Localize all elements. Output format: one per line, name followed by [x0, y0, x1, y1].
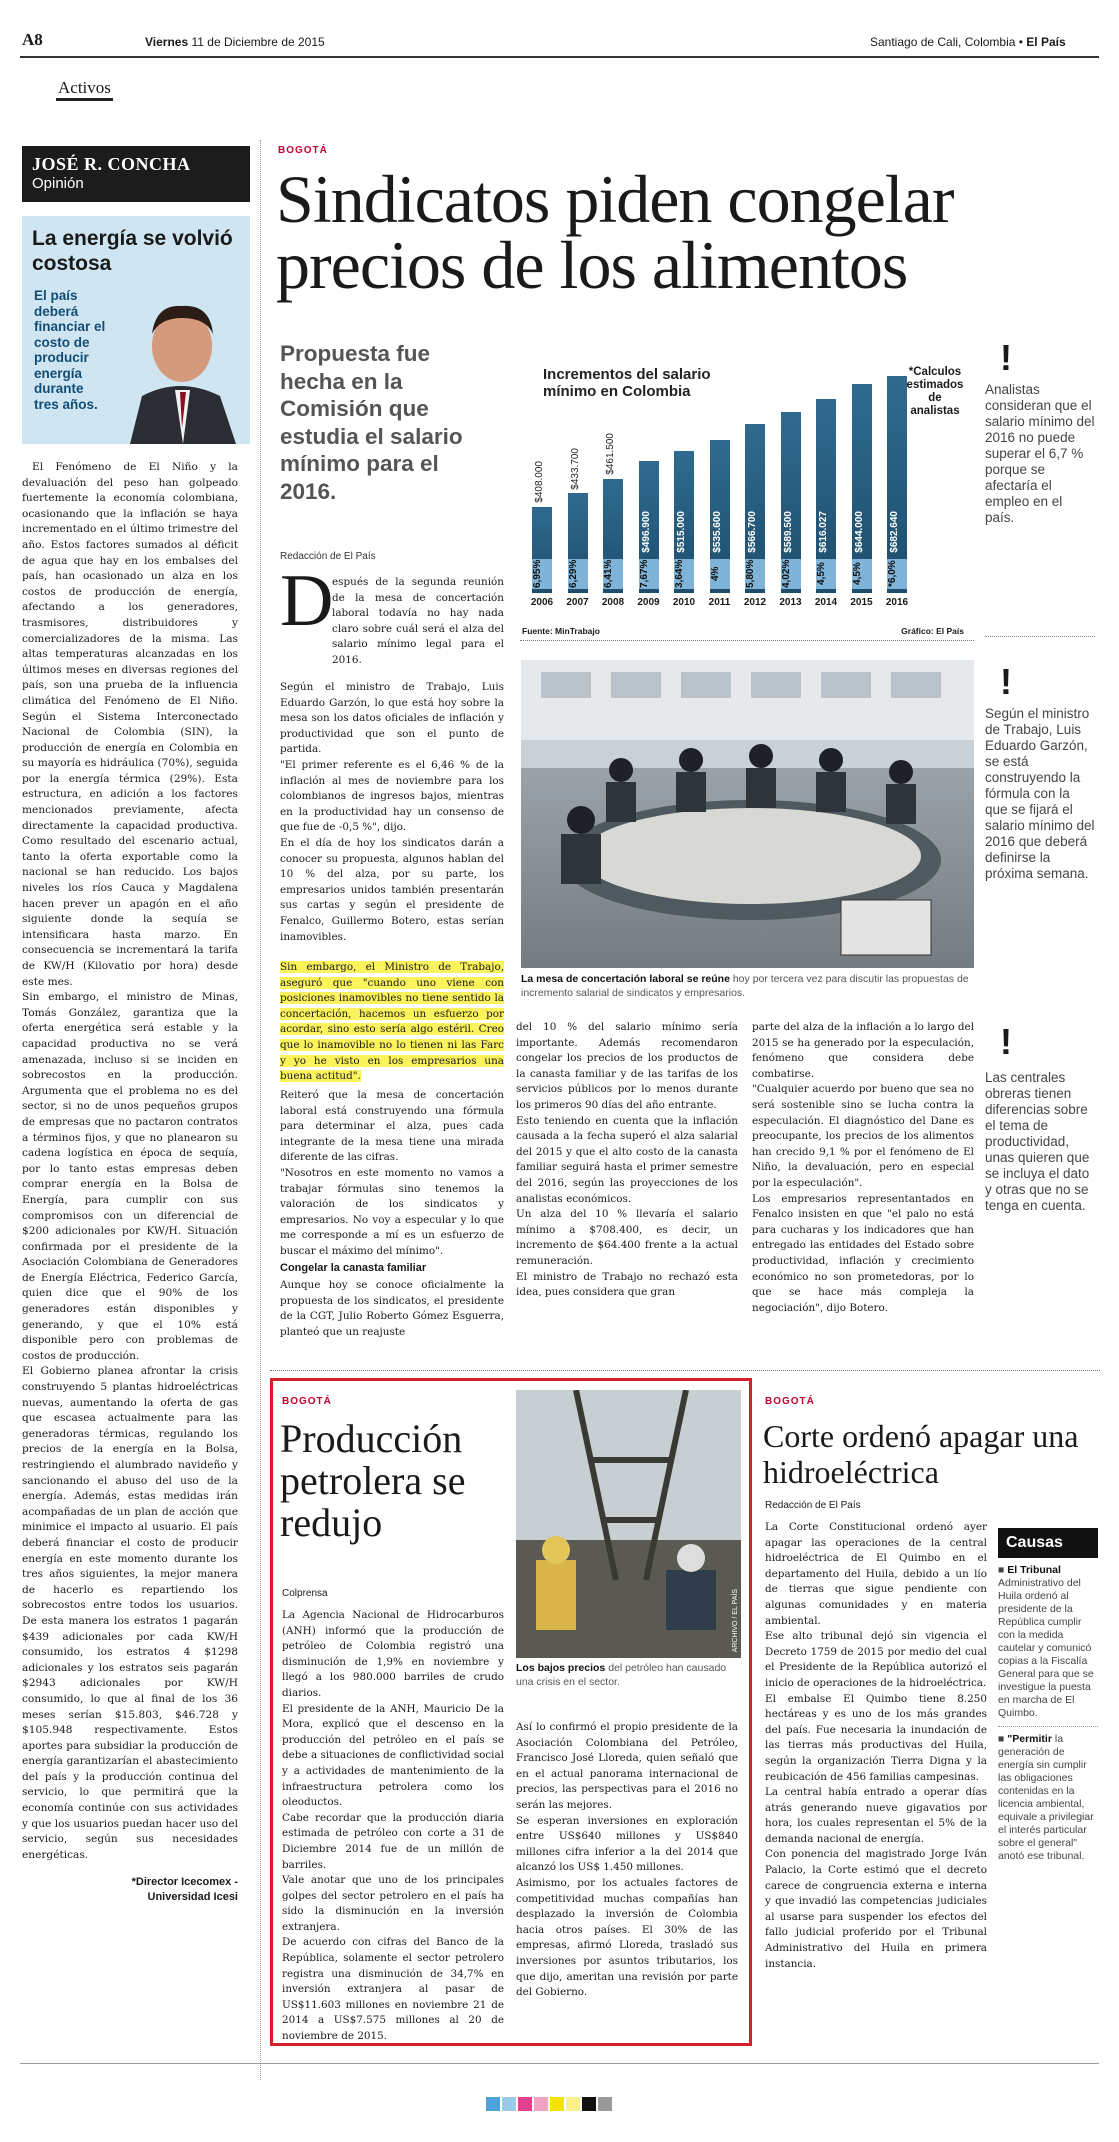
note-rule-1 [985, 636, 1095, 637]
chart-value-label: $644.000 [853, 511, 865, 553]
opinion-author-box [22, 146, 250, 202]
header-place-text: Santiago de Cali, Colombia [870, 35, 1016, 49]
main-dropcap: D [280, 560, 334, 642]
chart-pct-label: 4% [710, 559, 730, 589]
note-3-icon: ! [1000, 1021, 1012, 1062]
header-date-day: Viernes [145, 35, 189, 49]
oil-col1: La Agencia Nacional de Hidrocarburos (ANH) informó que la producción de petróleo de Colombia registró una disminución de 1,9% en noviembre y llegó a los 980.000 barriles de crudo diarios. El presidente de la ANH, Mauricio De la Mora, explicó que el descenso en la producción del petróleo en el país se debe a situaciones de conflictividad social y a actividades de mantenimiento de la infraestructura petrolera como los oleoductos. Cabe recordar que la producción diaria estimada de petróleo con corte a 31 de Diciembre 2014 fue de un millón de barriles. Vale anotar que uno de los principales golpes del sector petrolero en el país ha sido la disminución en la inversión extranjera. De acuerdo con cifras del Banco de la República, solamente el sector petrolero registra una disminución de 34,7% en inversión extranjera al pasar de US$11.603 millones en noviembre 21 de 2014 a US$7.575 millones al 20 de noviembre de 2015. [282, 1609, 504, 2043]
main-kicker: BOGOTÁ [278, 145, 328, 156]
meeting-caption-bold: La mesa de concertación laboral se reúne [521, 973, 730, 985]
story-separator [270, 1370, 1100, 1371]
chart-tick-label: 2006 [530, 597, 554, 608]
main-subhead: Congelar la canasta familiar [280, 1262, 427, 1274]
meeting-caption-text: hoy por tercera vez para discutir las propuestas de incremento salarial de sindicatos y empresarios. [521, 973, 969, 999]
salary-chart [520, 350, 970, 635]
opinion-role: Opinión [32, 175, 84, 192]
cause-1-bold: El Tribunal [1007, 1564, 1061, 1576]
header-date-rest: 11 de Diciembre de 2015 [191, 35, 325, 49]
chart-pct-label: 4,02% [781, 559, 801, 589]
chart-value-label: $461.500 [605, 433, 616, 475]
opinion-deck: El país deberá financiar el costo de producir energía durante tres años. [34, 288, 106, 412]
oil-caption-bold: Los bajos precios [516, 1662, 606, 1674]
cause-2-bold: "Permitir [1007, 1733, 1052, 1745]
chart-pct-label: 6,29% [568, 559, 588, 589]
chart-pct-label: 4,5% [816, 559, 836, 589]
chart-value-label: $616.027 [818, 511, 829, 553]
hydro-kicker: BOGOTÁ [765, 1396, 815, 1407]
main-deck: Propuesta fue hecha en la Comisión que estudia el salario mínimo para el 2016. [280, 341, 463, 504]
chart-tick-label: 2014 [814, 597, 838, 608]
chart-bar-2006 [532, 461, 552, 593]
causes-box [998, 1528, 1098, 1863]
chart-value-label: $408.000 [534, 461, 545, 503]
header-rule [20, 56, 1099, 58]
color-swatch-grey [598, 2097, 612, 2111]
main-lead: espués de la segunda reunión de la mesa de concertación laboral todavía no hay nada claro sobre cuál será el alza del salario mínimo legal para el 2016. [332, 576, 504, 666]
chart-value-label: $566.700 [747, 511, 758, 553]
author-portrait [120, 278, 246, 444]
chart-title: Incrementos del salario mínimo en Colombia [543, 366, 711, 400]
chart-bar-2012 [745, 424, 765, 593]
chart-bottom-rule [520, 640, 974, 641]
main-col1: Según el ministro de Trabajo, Luis Eduardo Garzón, lo que está hoy sobre la mesa son los datos oficiales de inflación y productividad que son el punto de partida. "El primer referente es el 6,46 % de la inflación al mes de noviembre para los colombianos de ingresos bajos, mientras en la productividad hay un consenso de que fue de -0,5 %", dijo. En el día de hoy los sindicatos darán a conocer su propuesta, algunos hablan del 10 % del alza, por su parte, los empresarios unidos también presentarán sus cartas y según el presidente de Fenalco, Guillermo Botero, estas serían inamovibles. [280, 681, 504, 943]
chart-plot-area [528, 374, 968, 593]
oil-byline: Colprensa [282, 1588, 328, 1599]
chart-value-label: $535.600 [711, 511, 723, 553]
opinion-author: JOSÉ R. CONCHA [32, 154, 191, 174]
main-headline [276, 161, 1096, 303]
color-swatch-yellow [550, 2097, 564, 2111]
meeting-photo [521, 660, 974, 968]
chart-pct-label: *6,0% [887, 559, 907, 589]
chart-x-axis [520, 597, 970, 611]
main-col3: parte del alza de la inflación a lo largo del 2015 se ha generado por la especulación, fenómeno que considera debe combatirse. "Cualquier acuerdo por bueno que sea no será sostenible sino se lucha contra la especulación. El diagnóstico del Dane es preocupante, los precios de los alimentos han crecido 9,1 % por el fenómeno de El Niño, la devaluación, pero en especial por la especulación". Los empresarios representantados en Fenalco insisten en que "el palo no está para cucharas y los indicadores que han entregado las entidades del Estado sobre productividad, inflación y crecimiento económico no son prometedoras, por lo que se hace más compleja la negociación", dijo Botero. [752, 1021, 975, 1314]
color-swatch-magenta [518, 2097, 532, 2111]
chart-value-label: $589.500 [782, 511, 794, 553]
note-1: Analistas consideran que el salario mínimo del 2016 no puede superar el 6,7 % porque se afectaría el empleo en el país. [985, 382, 1095, 525]
chart-bar-2014 [816, 399, 836, 593]
color-swatch-lightblue [502, 2097, 516, 2111]
oil-headline: Producción petrolera se redujo [280, 1416, 466, 1545]
chart-tick-label: 2011 [708, 597, 731, 608]
meeting-photo-illustration [521, 660, 974, 968]
chart-source: Fuente: MinTrabajo [522, 626, 600, 636]
chart-bar-2008 [603, 433, 623, 593]
chart-pct-label: 6,95% [532, 559, 552, 589]
chart-value-label: $496.900 [640, 511, 652, 553]
chart-tick-label: 2009 [637, 597, 660, 608]
meeting-photo-caption [521, 972, 974, 1000]
chart-tick-label: 2007 [566, 597, 589, 608]
note-2: Según el ministro de Trabajo, Luis Eduardo Garzón, se está construyendo la fórmula con la que se fijará el salario mínimo del 2016 que deberá definirse la próxima semana. [985, 706, 1095, 881]
note-1-icon: ! [1000, 337, 1012, 378]
chart-tick-label: 2013 [779, 597, 802, 608]
causes-title: Causas [998, 1528, 1098, 1558]
chart-tick-label: 2012 [743, 597, 767, 608]
cause-1: ■ El Tribunal Administrativo del Huila ordenó al presidente de la República cumplir con la medida cautelar y comunicó copias a la Fiscalía General para que se investigue la puesta en marcha de El Quimbo. [998, 1564, 1098, 1727]
oil-col2: Así lo confirmó el propio presidente de la Asociación Colombiana del Petróleo, Francisco José Lloreda, quien señaló que en el actual panorama internacional de precios, las perspectivas para el 2016 no serán las mejores. Se esperan inversiones en exploración entre US$640 millones y US$840 millones cifra inferior a la del 2014 que alcanzó los US$ 1.450 millones. Asimismo, por los actuales factores de competitividad muchas compañías han desplazado la inversión de Colombia hacia otros países. El 30% de las empresas, afirmó Lloreda, trasladó sus inversiones por asuntos tributarios, los que dijo, ameritan una revisión por parte del Gobierno. [516, 1721, 738, 1999]
color-swatch-blue [486, 2097, 500, 2111]
hydro-byline: Redacción de El País [765, 1500, 861, 1511]
main-col1-b: Reiteró que la mesa de concertación laboral está construyendo una fórmula para determinar el alza, pues cada integrante de la mesa tiene una mirada diferente de las cifras. "Nosotros en este momento no vamos a trabajar fórmulas sino tenemos la valoración de los sindicatos y empresarios. No voy a especular y lo que me corresponde a mí es un esfuerzo de buscar el máximo del mínimo". [280, 1089, 504, 1257]
hydro-headline: Corte ordenó apagar una hidroeléctrica [763, 1418, 1079, 1490]
cause-1-text: Administrativo del Huila ordenó al presidente de la República cumplir con la medida cautelar y comunicó copias a la Fiscalía General para que se investigue la puesta en marcha de El Quimbo. [998, 1577, 1094, 1719]
chart-bar-2007 [567, 447, 588, 593]
main-highlight-text: Sin embargo, el Ministro de Trabajo, aseguró que "cuando uno viene con posiciones inamovibles no tiene sentido la concertación, hacemos un esfuerzo por acordar, sino esto sería algo estéril. Creo que lo inamovible no lo tienen ni las Farc y yo he visto en los empresarios una buena actitud". [280, 961, 504, 1083]
chart-pct-label: 3,64% [674, 559, 694, 589]
color-registration-bar [486, 2096, 636, 2110]
hydro-body: La Corte Constitucional ordenó ayer apagar las operaciones de la central hidroeléctrica de El Quimbo en el departamento del Huila, debido a un lío de tierras que sigue pendiente con algunas comunidades y en materia ambiental. Ese alto tribunal dejó sin vigencia el Decreto 1759 de 2015 por medio del cual el Presidente de la República autorizó el inicio de operaciones de la hidroeléctrica. El embalse El Quimbo tiene 8.250 hectáreas y es uno de los más grandes del país. Fue necesaria la inundación de las tierras más productivas del Huila, según la organización Tierra Digna y la reubicación de 456 familias campesinas. La central había entrado a operar días atrás generando nueve gigavatios por hora, los cuales representan el 5% de la demanda nacional de energía. Con ponencia del magistrado Jorge Iván Palacio, la Corte estimó que el decreto carece de congruencia externa e interna y que invadió las competencias judiciales al usarse para suspender los efectos del fallo judicial proferido por el Tribunal Administrativo del Huila en primera instancia. [765, 1521, 987, 1970]
header-place: Santiago de Cali, Colombia • El País [870, 35, 1066, 49]
opinion-body: El Fenómeno de El Niño y la devaluación del peso han golpeado fuertemente la economía colombiana, ocasionando que la inflación se haya incrementado en el último trimestre del año. Estos factores sumados al déficit de agua que hay en los embalses del país, han ocasionado un alza en los costos de producción de energía, afectando a los generadores, trasmisores, distribuidores y comercializadores de la misma. Las altas temperaturas alcanzadas en los últimos meses en diversas regiones del país, son una prueba de la influencia climática del Fenómeno de El Niño. Según el Sistema Interconectado Nacional de Colombia (SIN), la producción de energía en Colombia en su mayoría es hidráulica (70%), seguida por la energía térmica (29%). Esta estructura, en adición a los factores mencionados previamente, afecta directamente la capacidad productiva. Como resultado del escenario actual, tanto la oferta exportable como la nacional se han reducido. Los bajos niveles los ríos Cauca y Magdalena hacen prever un apagón en el año siguiente donde la sequía se intensificara hasta marzo. En consecuencia se incrementará la tarifa de KW/H (Kilovatio por hora) desde este mes. Sin embargo, el ministro de Minas, Tomás González, garantiza que la oferta energética será estable y la capacidad productiva no se verá amenazada, incluso si se inciden en sobrecostos en la producción. Argumenta que el problema no es del sector, si no de unos pequeños grupos de empresas que no pactaron contratos a términos fijos, y que no planearon su cadena logística en época de sequía, por lo tanto estas empresas deben comprar energía en la Bolsa de Energía, para cumplir con sus compromisos con un diferencial de $200 adicionales por KW/H. Situación confirmada por el presidente de la Asociación Colombiana de Generadores de Energía Eléctrica, Federico García, quien dice que el 90% de los generadores están disponibles y generando, y que el 10% está disponible pero con problemas de costos de producción. El Gobierno planea afrontar la crisis construyendo 5 plantas hidroeléctricas nuevas, aumentando la oferta de gas que escasea actualmente para las generadoras térmicas, regulando los precios de la energía en la Bolsa, restringiendo el alumbrado navideño y sancionando el abuso del uso de la energía. Además, estas medidas irán acompañadas de un plan de acción que minimice el impacto al usuario. El país deberá financiar el costo de producir energía en este momento durante los tres años siguientes, la mejor manera de hacerlo es repartiendo los sobrecostos entre todos los usuarios. De esta manera los estratos 1 pagarán $439 adicionales por cada KW/H consumido, los estratos 4 $1298 adicionales y los estratos seis pagarán $2943 adicionales por KW/H consumido, lo que al final de los 36 meses serían $15.803, $46.728 y $105.948 respectivamente. Estos aportes para subsidiar la producción de energía garantizarían el abastecimiento del país y la producción continua del servicio, lo que permitirá que la economía continúe con sus actividades y que los usuarios puedan hacer uso del servicio, según sus necesidades energéticas. [22, 461, 238, 1861]
chart-pct-label: 6,41% [603, 559, 623, 589]
main-byline: Redacción de El País [280, 551, 376, 562]
chart-pct-label: 4,5% [852, 559, 872, 589]
color-swatch-pink [534, 2097, 548, 2111]
footer-rule [20, 2063, 1099, 2064]
oil-photo-caption [516, 1661, 741, 1689]
header-paper: El País [1026, 35, 1066, 49]
color-swatch-black [582, 2097, 596, 2111]
note-2-icon: ! [1000, 661, 1012, 702]
page-number: A8 [22, 30, 43, 49]
opinion-column [22, 146, 250, 1905]
section-name: Activos [56, 78, 113, 101]
chart-bar-2013 [781, 412, 801, 593]
note-3: Las centrales obreras tienen diferencias sobre el tema de productividad, unas quieren que se incluya el dato y otras que no se tenga en cuenta. [985, 1070, 1090, 1213]
opinion-title: La energía se volvió costosa [32, 227, 233, 275]
chart-value-label: $433.700 [569, 447, 581, 490]
signature-line-1: *Director Icecomex - [131, 1876, 238, 1889]
opinion-signature [22, 1875, 238, 1905]
main-headline-line-1: Sindicatos piden congelar [276, 161, 954, 237]
chart-pct-label: 5,80% [745, 559, 765, 589]
oil-caption-text: del petróleo han causado una crisis en el sector. [516, 1662, 727, 1688]
chart-note: *Calculos estimados de analistas [906, 366, 964, 417]
chart-pct-label: 7,67% [639, 559, 659, 589]
chart-value-label: $515.000 [676, 511, 687, 553]
header-date [145, 35, 325, 49]
opinion-title-box [22, 216, 250, 444]
oil-photo-credit: ARCHIVO / EL PAÍS [732, 1588, 739, 1652]
chart-tick-label: 2008 [601, 597, 625, 608]
main-highlight [280, 960, 504, 1085]
chart-bar-2015 [852, 384, 872, 593]
signature-line-2: Universidad Icesi [147, 1891, 238, 1904]
cause-2-text: la generación de energía sin cumplir las obligaciones contenidas en la licencia ambiental, equivale a privilegiar el interés particular sobre el general" anotó ese tribunal. [998, 1733, 1094, 1862]
oil-photo [516, 1390, 741, 1658]
chart-bar-2011 [710, 440, 730, 593]
chart-bar-2016 [887, 376, 907, 593]
color-swatch-lightyellow [566, 2097, 580, 2111]
chart-value-label: $682.640 [889, 511, 900, 553]
chart-bar-2009 [639, 461, 659, 593]
chart-tick-label: 2016 [885, 597, 909, 608]
column-divider [260, 140, 261, 2080]
chart-tick-label: 2015 [850, 597, 873, 608]
oil-photo-illustration [516, 1390, 741, 1658]
chart-bar-2010 [674, 451, 694, 593]
oil-kicker: BOGOTÁ [282, 1396, 332, 1407]
cause-2: ■ "Permitir la generación de energía sin cumplir las obligaciones contenidas en la licencia ambiental, equivale a privilegiar el interés particular sobre el general" anotó ese tribunal. [998, 1733, 1094, 1862]
main-col2: del 10 % del salario mínimo sería importante. Además recomendaron congelar los precios de los productos de la canasta familiar y de las tarifas de los servicios públicos por lo menos durante los primeros 90 días del año entrante. Esto teniendo en cuenta que la inflación causada a la fecha superó el alza salarial del 2015 y que el alto costo de la canasta familiar seguirá hasta el primer semestre del 2016, según las proyecciones de los analistas económicos. Un alza del 10 % llevaría el salario mínimo a $708.400, es decir, un incremento de $64.400 frente a la actual remuneración. El ministro de Trabajo no rechazó esta idea, pues considera que gran [516, 1021, 738, 1299]
main-headline-line-2: precios de los alimentos [276, 227, 908, 303]
main-col1-c: Aunque hoy se conoce oficialmente la propuesta de los sindicatos, el presidente de la CGT, Julio Roberto Gómez Esguerra, planteó que un reajuste [280, 1279, 504, 1338]
chart-tick-label: 2010 [672, 597, 696, 608]
chart-credit: Gráfico: El País [901, 626, 964, 636]
